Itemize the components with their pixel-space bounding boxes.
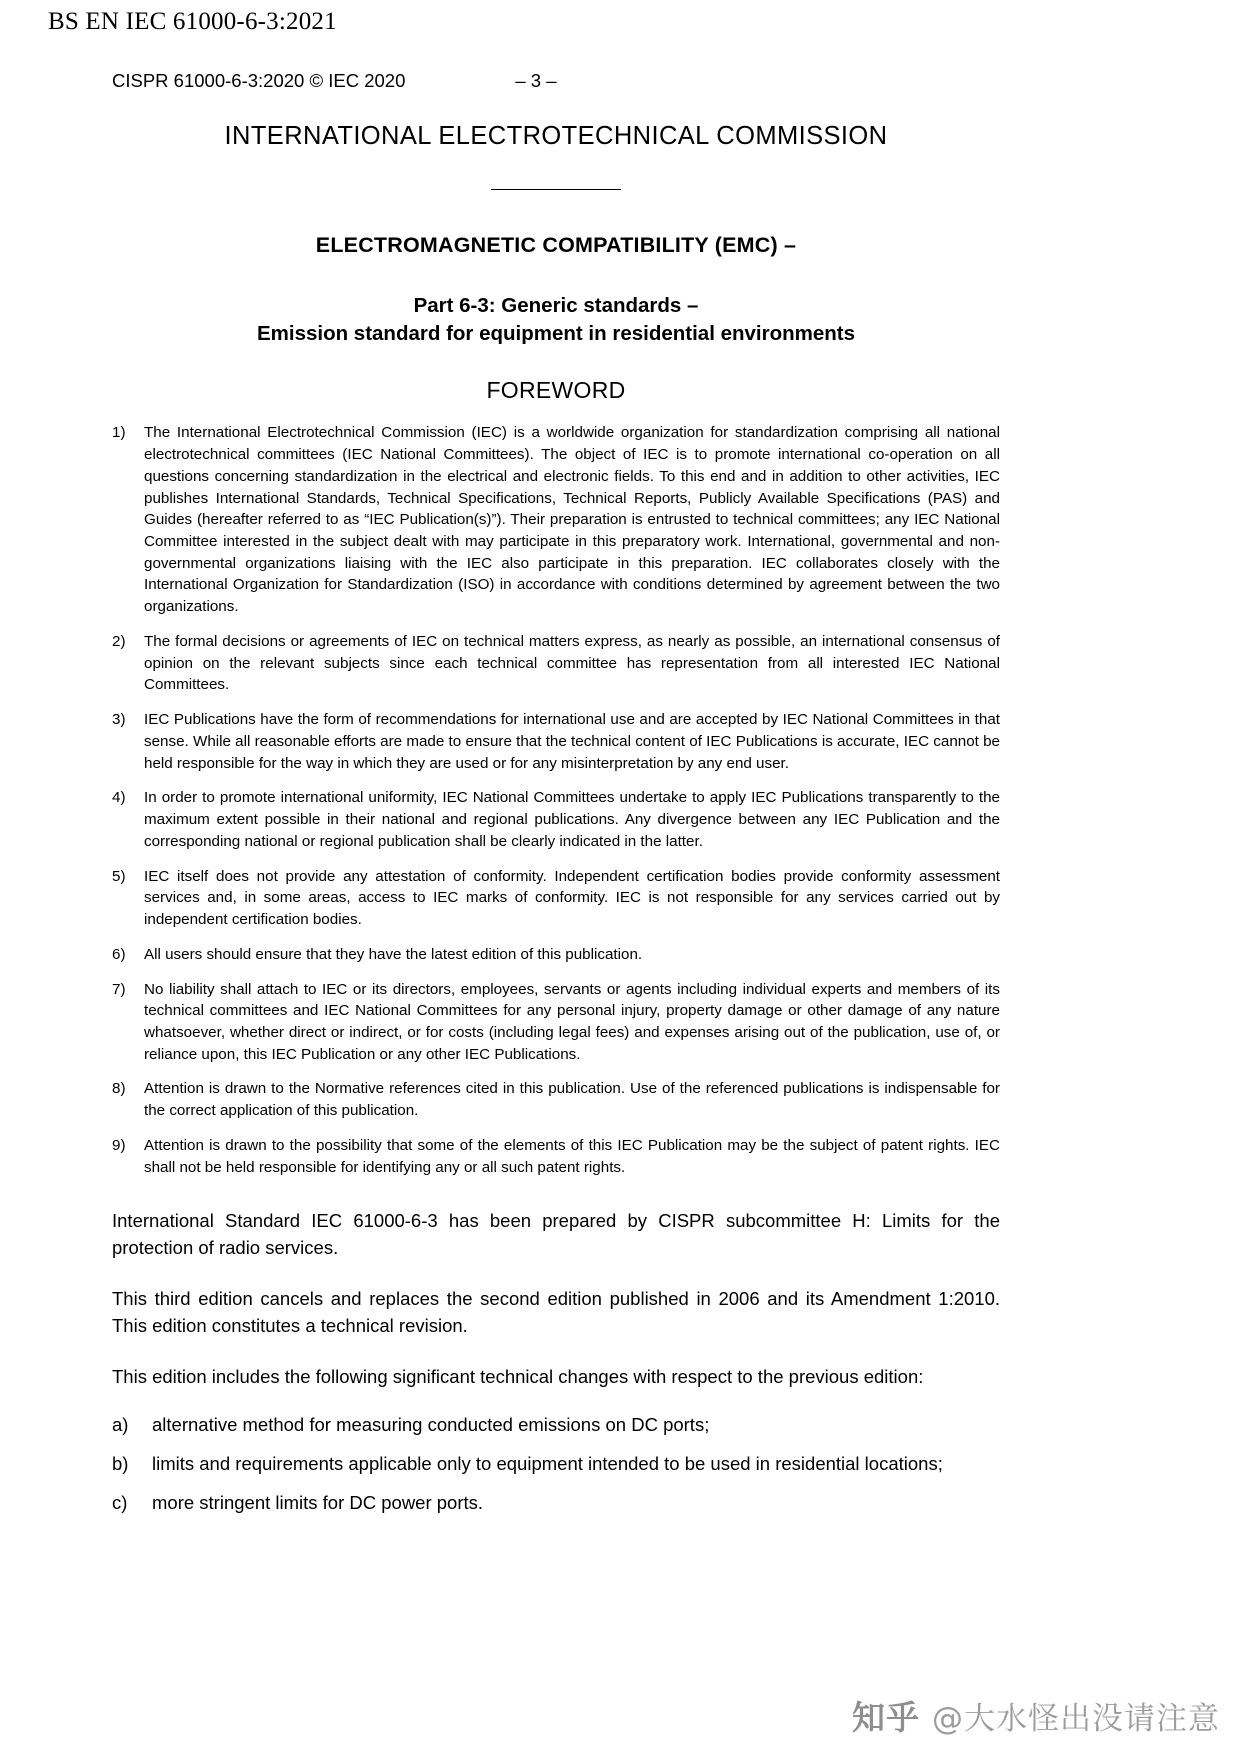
list-item-marker: 7)	[112, 980, 126, 998]
list-item-text: alternative method for measuring conducted emissions on DC ports;	[152, 1414, 710, 1436]
list-item	[112, 1412, 1000, 1439]
standard-reference-header: BS EN IEC 61000-6-3:2021	[48, 8, 337, 35]
horizontal-rule	[491, 189, 621, 190]
document-title-main: ELECTROMAGNETIC COMPATIBILITY (EMC) –	[315, 233, 797, 257]
document-title-part-line2: Emission standard for equipment in residential environments	[256, 321, 856, 345]
list-item-marker: a)	[112, 1414, 129, 1436]
paragraph-preparation: International Standard IEC 61000-6-3 has been prepared by CISPR subcommittee H: Limits for the protection of radio services.	[112, 1210, 1000, 1259]
zhihu-logo: 知乎	[852, 1698, 920, 1737]
list-item	[112, 631, 1000, 696]
list-item	[112, 1490, 1000, 1517]
paragraph-changes-intro: This edition includes the following significant technical changes with respect to the previous edition:	[112, 1365, 924, 1387]
document-title-part-line1: Part 6-3: Generic standards –	[413, 294, 699, 317]
running-header	[112, 70, 1000, 92]
document-title-part	[112, 292, 1000, 347]
list-item-text: more stringent limits for DC power ports.	[152, 1492, 484, 1514]
list-item-marker: b)	[112, 1453, 129, 1475]
list-item-text: IEC Publications have the form of recommendations for international use and are accepted by IEC National Committees in that sense. While all reasonable efforts are made to ensure that the technical content of IEC Publications is accurate, IEC cannot be held responsible for the way in which they are used or for any misinterpretation by any end user.	[144, 711, 1000, 772]
organization-title: INTERNATIONAL ELECTROTECHNICAL COMMISSION	[224, 122, 888, 150]
section-heading-foreword: FOREWORD	[486, 377, 626, 404]
technical-changes-list	[112, 1412, 1000, 1516]
list-item-marker: 5)	[112, 867, 126, 885]
list-item-text: Attention is drawn to the Normative references cited in this publication. Use of the referenced publications is indispensable for the correct application of this publication.	[144, 1080, 1000, 1120]
list-item-marker: c)	[112, 1492, 128, 1514]
list-item-marker: 1)	[112, 424, 126, 442]
list-item-marker: 9)	[112, 1136, 126, 1154]
watermark-username: @大水怪出没请注意	[932, 1701, 1220, 1737]
list-item	[112, 866, 1000, 931]
list-item	[112, 979, 1000, 1066]
list-item	[112, 944, 1000, 966]
list-item-text: Attention is drawn to the possibility that some of the elements of this IEC Publication may be the subject of patent rights. IEC shall not be held responsible for identifying any or all such patent rights.	[144, 1136, 1000, 1176]
list-item	[112, 787, 1000, 852]
list-item-text: The formal decisions or agreements of IEC on technical matters express, as nearly as possible, an international consensus of opinion on the relevant subjects since each technical committee has representation from all interested IEC National Committees.	[144, 632, 1000, 694]
page-number: – 3 –	[515, 70, 557, 91]
list-item-text: No liability shall attach to IEC or its directors, employees, servants or agents including individual experts and members of its technical committees and IEC National Committees for any personal injury, property damage or other damage of any nature whatsoever, whether direct or indirect, or for costs (including legal fees) and expenses arising out of the publication, use of, or reliance upon, this IEC Publication or any other IEC Publications.	[144, 980, 1000, 1063]
list-item-text: All users should ensure that they have the latest edition of this publication.	[144, 945, 643, 963]
list-item-marker: 4)	[112, 789, 126, 807]
list-item-text: The International Electrotechnical Commission (IEC) is a worldwide organization for standardization comprising all national electrotechnical committees (IEC National Committees). The object of IEC is to promote international co-operation on all questions concerning standardization in the electrical and electronic fields. To this end and in addition to other activities, IEC publishes International Standards, Technical Specifications, Technical Reports, Publicly Available Specifications (PAS) and Guides (hereafter referred to as “IEC Publication(s)”). Their preparation is entrusted to technical committees; any IEC National Committee interested in the subject dealt with may participate in this preparatory work. International, governmental and non-governmental organizations liaising with the IEC also participate in this preparation. IEC collaborates closely with the International Organization for Standardization (ISO) in accordance with conditions determined by agreement between the two organizations.	[144, 424, 1000, 616]
list-item	[112, 1135, 1000, 1178]
list-item	[112, 1451, 1000, 1478]
list-item-text: IEC itself does not provide any attestation of conformity. Independent certification bodies provide conformity assessment services and, in some areas, access to IEC marks of conformity. IEC is not responsible for any services carried out by independent certification bodies.	[144, 867, 1000, 929]
divider	[112, 181, 1000, 199]
list-item	[112, 1078, 1000, 1121]
foreword-numbered-list	[112, 422, 1000, 1178]
document-body	[112, 70, 1000, 1529]
list-item-marker: 6)	[112, 945, 126, 963]
paragraph-edition-status: This third edition cancels and replaces the second edition published in 2006 and its Amendment 1:2010. This edition constitutes a technical revision.	[112, 1288, 1000, 1336]
list-item-marker: 2)	[112, 632, 126, 650]
list-item-text: limits and requirements applicable only to equipment intended to be used in residential locations;	[152, 1453, 943, 1475]
list-item	[112, 422, 1000, 618]
list-item	[112, 709, 1000, 774]
running-header-source: CISPR 61000-6-3:2020 © IEC 2020	[112, 70, 406, 91]
watermark	[852, 1692, 1220, 1739]
list-item-marker: 3)	[112, 711, 126, 729]
list-item-marker: 8)	[112, 1080, 126, 1098]
list-item-text: In order to promote international uniformity, IEC National Committees undertake to apply IEC Publications transparently to the maximum extent possible in their national and regional publications. Any divergence between any IEC Publication and the corresponding national or regional publication shall be clearly indicated in the latter.	[144, 789, 1000, 850]
